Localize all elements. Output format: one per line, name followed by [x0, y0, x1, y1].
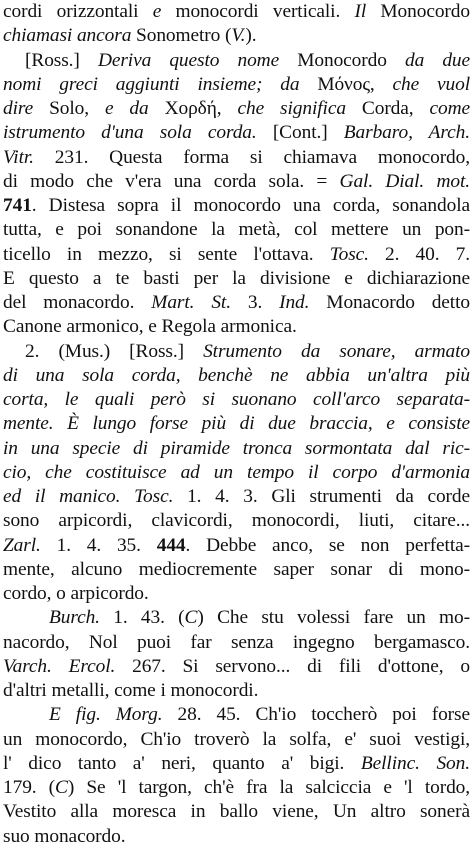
text-run: tutta, e poi sonandone la metà, col mettere un pon-	[3, 219, 470, 241]
text-run: . Distesa sopra il monocordo una corda, sonandola	[31, 195, 470, 216]
italic-run: come	[429, 98, 471, 119]
text-run: nacordo, Nol puoi far senza ingegno bergamasco.	[3, 631, 470, 653]
text-line	[3, 728, 470, 752]
text-line	[3, 800, 470, 824]
italic-run: ed il manico.	[3, 486, 121, 507]
text-run: d'altri metalli, come i monocordi.	[3, 680, 259, 701]
text-run: del monacordo.	[3, 292, 152, 313]
text-line	[3, 364, 470, 388]
text-line	[3, 267, 470, 291]
text-run: 28. 45. Ch'io toccherò poi forse	[162, 704, 470, 726]
text-line	[3, 194, 470, 218]
text-run: di modo che v'era una corda sola. =	[3, 170, 340, 192]
italic-run: nomi greci aggiunti insieme; da	[3, 73, 300, 95]
text-line	[3, 146, 470, 170]
text-line	[3, 24, 470, 48]
italic-run: Gal. Dial. mot.	[339, 170, 470, 192]
text-run: 2. 40. 7.	[368, 243, 470, 265]
italic-run: Zarl.	[3, 534, 41, 556]
text-line	[3, 558, 470, 582]
italic-run: che significa	[237, 98, 346, 119]
italic-run: chiamasi ancora	[3, 25, 132, 47]
text-line	[3, 243, 470, 267]
text-line	[3, 315, 470, 339]
italic-run: Il	[354, 1, 367, 22]
italic-run: Barbaro, Arch.	[343, 122, 471, 144]
text-run: 2. (Mus.) [Ross.]	[25, 340, 204, 362]
text-run: Solo,	[33, 98, 105, 119]
text-line	[3, 703, 470, 727]
text-run: 1. 4. 3. Gli strumenti da corde	[173, 486, 471, 507]
text-line	[3, 437, 470, 461]
italic-run: e	[152, 1, 162, 22]
italic-run: da due	[404, 49, 471, 71]
text-line	[3, 655, 470, 679]
text-run: E questo a te basti per la divisione e dichiarazione	[3, 267, 470, 289]
text-run	[120, 486, 134, 507]
italic-run: istrumento d'una sola corda.	[3, 122, 257, 144]
italic-run: C	[55, 777, 68, 798]
italic-run: mente. È lungo forse più di due braccia, e consiste	[3, 413, 470, 435]
text-run: [Cont.]	[256, 122, 344, 144]
italic-run: Bellinc. Son.	[360, 752, 470, 774]
italic-run: Vitr.	[3, 146, 34, 168]
bold-run: 741	[3, 195, 32, 216]
text-run: cordo, o arpicordo.	[3, 583, 149, 604]
text-run: ).	[245, 25, 257, 47]
italic-run: cio, che costituisce ad un tempo il corpo d'armonia	[3, 461, 470, 483]
text-run: [Ross.]	[25, 49, 98, 71]
text-line	[3, 49, 470, 73]
text-run: monocordi verticali.	[161, 1, 355, 22]
italic-run: e da	[104, 98, 149, 119]
text-line	[3, 534, 470, 558]
text-line	[3, 461, 470, 485]
text-line	[3, 170, 470, 194]
text-run: 1. 43. (	[99, 607, 185, 629]
text-line	[3, 679, 470, 703]
text-line	[3, 509, 470, 533]
text-run: 1. 4. 35.	[40, 534, 157, 556]
text-run: Sonometro (	[131, 25, 232, 47]
text-line	[3, 121, 470, 145]
italic-run: Mart. St.	[151, 292, 231, 313]
italic-run: corta, le quali però si suonano coll'arco separata-	[3, 389, 470, 410]
text-run: l' dico tanto a' neri, quanto a' bigi.	[3, 752, 361, 774]
bold-run: 444	[156, 534, 186, 556]
text-run: . Debbe anco, se non perfetta-	[185, 534, 471, 556]
italic-run: in una specie di piramide tronca sormontata dal ric-	[3, 437, 470, 459]
italic-run: Tosc.	[329, 243, 369, 265]
text-line	[3, 97, 470, 121]
italic-run: Burch.	[49, 607, 100, 629]
text-run: mente, alcuno mediocremente saper sonar di mono-	[3, 558, 470, 580]
text-run: 267. Si servono... di fili d'ottone, o	[115, 655, 470, 677]
text-run: Μόνος,	[299, 73, 393, 95]
text-run: Monacordo detto	[309, 292, 470, 313]
italic-run: Varch. Ercol.	[3, 655, 116, 677]
italic-run: dire	[3, 98, 34, 119]
text-run: sono arpicordi, clavicordi, monocordi, liuti, citare...	[3, 510, 470, 532]
text-run: ticello in mezzo, si sente l'ottava.	[3, 243, 330, 265]
text-line	[3, 776, 470, 800]
text-line	[3, 412, 470, 436]
text-run: Χορδή,	[148, 98, 238, 119]
text-line	[3, 631, 470, 655]
text-run: Vestito alla moresca in ballo viene, Un altro sonerà	[3, 801, 470, 823]
text-run: un monocordo, Ch'io troverò la solfa, e' suoi vestigi,	[3, 728, 470, 750]
italic-run: V.	[231, 25, 246, 47]
text-line	[3, 388, 470, 412]
text-line	[3, 291, 470, 315]
text-line	[3, 340, 470, 364]
text-run: 3.	[230, 292, 280, 313]
text-line	[3, 0, 470, 24]
text-line	[3, 606, 470, 630]
text-line	[3, 825, 470, 849]
text-line	[3, 218, 470, 242]
text-run: Monocordo	[279, 49, 405, 71]
text-run: Canone armonico, e Regola armonica.	[3, 316, 297, 338]
dictionary-page	[3, 0, 471, 847]
italic-run: Deriva questo nome	[97, 49, 280, 71]
italic-run: di una sola corda, benchè ne abbia un'altra più	[3, 364, 470, 386]
text-line	[3, 485, 470, 509]
italic-run: che vuol	[392, 73, 471, 95]
text-run: Monocordo	[366, 1, 470, 22]
text-run: Corda,	[345, 98, 430, 119]
text-run: 179. (	[3, 777, 56, 798]
text-line	[3, 582, 470, 606]
italic-run: C	[184, 607, 198, 629]
text-line	[3, 73, 470, 97]
text-run: ) Se 'l targon, ch'è fra la salciccia e 'l tordo,	[67, 777, 471, 798]
text-run: ) Che stu volessi fare un mo-	[197, 607, 470, 629]
text-run: 231. Questa forma si chiamava monocordo,	[33, 146, 470, 168]
italic-run: Strumento da sonare, armato	[203, 340, 470, 362]
italic-run: Tosc.	[134, 486, 174, 507]
italic-run: E fig. Morg.	[49, 704, 163, 726]
text-run: cordi orizzontali	[3, 1, 153, 22]
text-run: suo monacordo.	[3, 825, 126, 847]
italic-run: Ind.	[279, 292, 310, 313]
text-line	[3, 752, 470, 776]
